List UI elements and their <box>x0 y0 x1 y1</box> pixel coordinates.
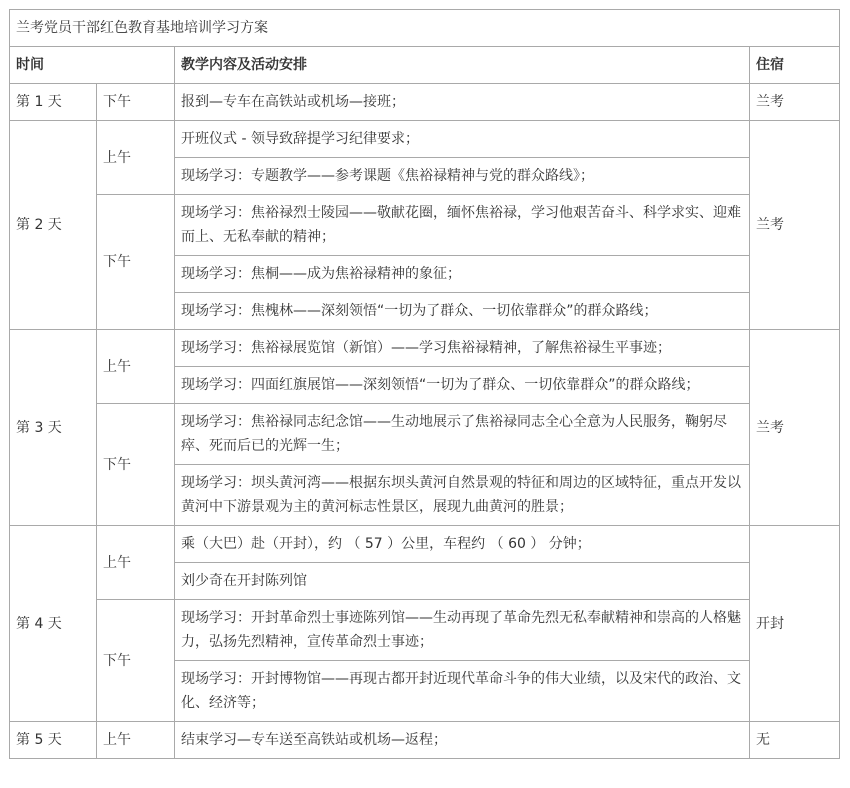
schedule-body <box>10 10 840 759</box>
period-cell: 下午 <box>97 195 175 330</box>
activity-cell: 现场学习：四面红旗展馆——深刻领悟“一切为了群众、一切依靠群众”的群众路线； <box>175 367 750 404</box>
day-cell: 第 5 天 <box>10 722 97 759</box>
period-cell: 上午 <box>97 121 175 195</box>
activity-cell: 刘少奇在开封陈列馆 <box>175 563 750 600</box>
period-cell: 下午 <box>97 404 175 526</box>
day-cell: 第 1 天 <box>10 84 97 121</box>
title-row <box>10 10 840 47</box>
schedule-row <box>10 404 840 465</box>
activity-cell: 开班仪式 - 领导致辞提学习纪律要求； <box>175 121 750 158</box>
schedule-row <box>10 600 840 661</box>
activity-cell: 现场学习：焦裕禄展览馆（新馆）——学习焦裕禄精神，了解焦裕禄生平事迹； <box>175 330 750 367</box>
activity-cell: 现场学习：专题教学——参考课题《焦裕禄精神与党的群众路线》； <box>175 158 750 195</box>
lodging-cell: 兰考 <box>750 84 840 121</box>
header-time: 时间 <box>10 47 175 84</box>
schedule-row <box>10 195 840 256</box>
activity-cell: 现场学习：焦裕禄烈士陵园——敬献花圈，缅怀焦裕禄，学习他艰苦奋斗、科学求实、迎难而上、无私奉献的精神； <box>175 195 750 256</box>
activity-cell: 现场学习：开封革命烈士事迹陈列馆——生动再现了革命先烈无私奉献精神和崇高的人格魅力，弘扬先烈精神，宣传革命烈士事迹； <box>175 600 750 661</box>
lodging-cell: 无 <box>750 722 840 759</box>
activity-cell: 结束学习—专车送至高铁站或机场—返程； <box>175 722 750 759</box>
activity-cell: 现场学习：坝头黄河湾——根据东坝头黄河自然景观的特征和周边的区域特征，重点开发以黄河中下游景观为主的黄河标志性景区，展现九曲黄河的胜景； <box>175 465 750 526</box>
table-title: 兰考党员干部红色教育基地培训学习方案 <box>10 10 840 47</box>
schedule-row <box>10 84 840 121</box>
activity-cell: 现场学习：开封博物馆——再现古都开封近现代革命斗争的伟大业绩，以及宋代的政治、文化、经济等； <box>175 661 750 722</box>
activity-cell: 乘（大巴）赴（开封），约 （ 57 ）公里，车程约 （ 60 ） 分钟； <box>175 526 750 563</box>
lodging-cell: 开封 <box>750 526 840 722</box>
activity-cell: 现场学习：焦桐——成为焦裕禄精神的象征； <box>175 256 750 293</box>
period-cell: 上午 <box>97 722 175 759</box>
activity-cell: 现场学习：焦槐林——深刻领悟“一切为了群众、一切依靠群众”的群众路线； <box>175 293 750 330</box>
header-content: 教学内容及活动安排 <box>175 47 750 84</box>
period-cell: 上午 <box>97 526 175 600</box>
period-cell: 下午 <box>97 84 175 121</box>
schedule-container <box>9 9 840 759</box>
header-row <box>10 47 840 84</box>
day-cell: 第 2 天 <box>10 121 97 330</box>
activity-cell: 现场学习：焦裕禄同志纪念馆——生动地展示了焦裕禄同志全心全意为人民服务，鞠躬尽瘁、死而后已的光辉一生； <box>175 404 750 465</box>
header-lodging: 住宿 <box>750 47 840 84</box>
activity-cell: 报到—专车在高铁站或机场—接班； <box>175 84 750 121</box>
schedule-row <box>10 330 840 367</box>
lodging-cell: 兰考 <box>750 330 840 526</box>
period-cell: 上午 <box>97 330 175 404</box>
schedule-row <box>10 526 840 563</box>
schedule-table <box>9 9 840 759</box>
schedule-row <box>10 121 840 158</box>
schedule-row <box>10 722 840 759</box>
day-cell: 第 3 天 <box>10 330 97 526</box>
day-cell: 第 4 天 <box>10 526 97 722</box>
period-cell: 下午 <box>97 600 175 722</box>
lodging-cell: 兰考 <box>750 121 840 330</box>
